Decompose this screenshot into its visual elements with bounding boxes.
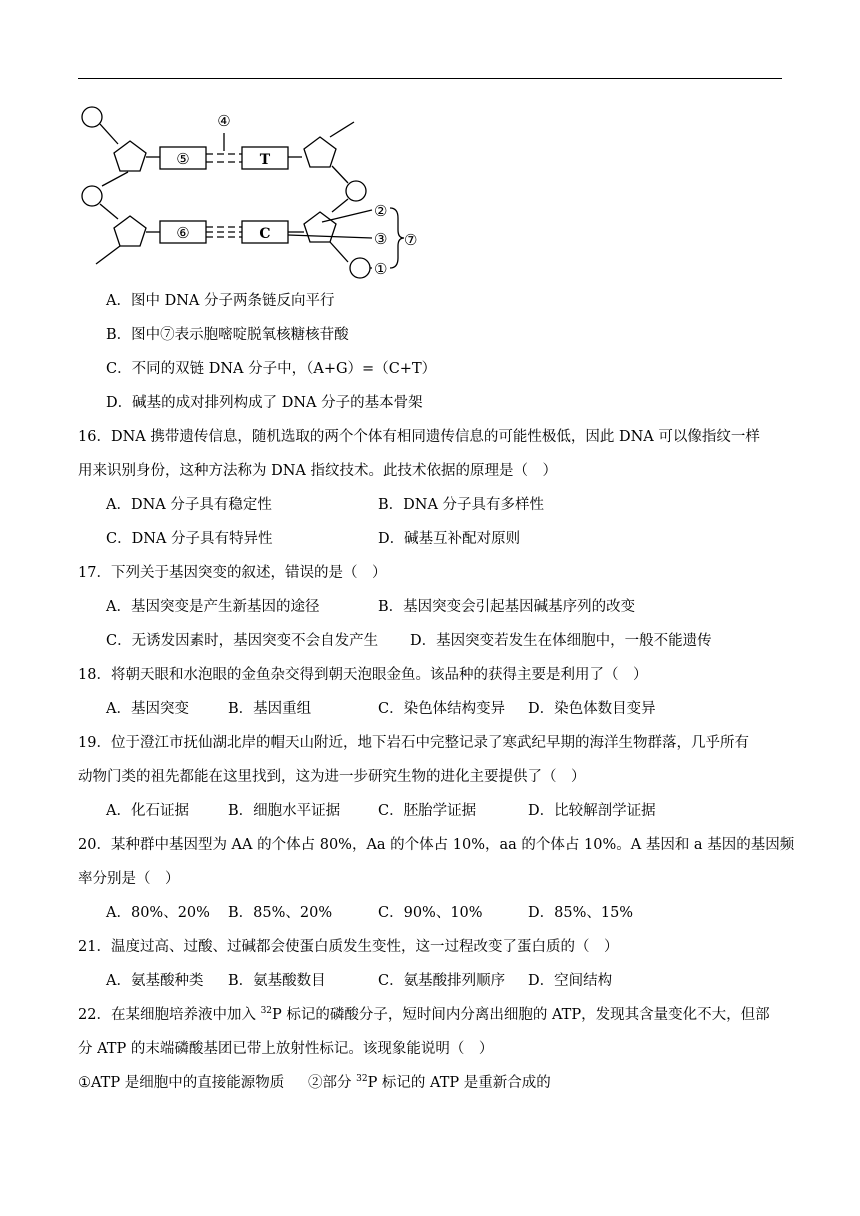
q17-option-b: B．基因突变会引起基因碱基序列的改变 <box>378 599 636 615</box>
q22-stem-line1 <box>78 1005 770 1025</box>
q15-option-a: A．图中 DNA 分子两条链反向平行 <box>106 293 335 309</box>
label-6: ⑥ <box>176 224 190 242</box>
q22-item2-part2: P 标记的 ATP 是重新合成的 <box>367 1075 551 1091</box>
label-5: ⑤ <box>176 150 190 168</box>
q15-option-c: C．不同的双链 DNA 分子中，（A+G）=（C+T） <box>106 361 437 377</box>
phosphate-circle <box>82 107 102 127</box>
phosphate-circle <box>346 181 366 201</box>
q20-option-d: D．85%、15% <box>528 905 634 921</box>
deoxyribose-pentagon <box>114 141 146 171</box>
label-7: ⑦ <box>404 231 418 249</box>
q19-option-b: B．细胞水平证据 <box>228 803 341 819</box>
q22-stem-part2: P 标记的磷酸分子，短时间内分离出细胞的 ATP，发现其含量变化不大，但部 <box>272 1007 770 1023</box>
q22-item2-part1: ②部分 <box>308 1075 357 1091</box>
q19-option-c: C．胚胎学证据 <box>378 803 477 819</box>
q19-stem-line1: 19．位于澄江市抚仙湖北岸的帽天山附近，地下岩石中完整记录了寒武纪早期的海洋生物群落，几乎所有 <box>78 735 749 751</box>
q18-stem: 18．将朝天眼和水泡眼的金鱼杂交得到朝天泡眼金鱼。该品种的获得主要是利用了（ ） <box>78 667 648 683</box>
q16-option-b: B．DNA 分子具有多样性 <box>378 497 545 513</box>
q22-isotope-superscript: 32 <box>260 1006 273 1017</box>
q16-option-d: D．碱基互补配对原则 <box>378 531 521 547</box>
q16-option-a: A．DNA 分子具有稳定性 <box>106 497 272 513</box>
q22-stem-part1: 22．在某细胞培养液中加入 <box>78 1007 261 1023</box>
q21-option-b: B．氨基酸数目 <box>228 973 326 989</box>
q20-option-b: B．85%、20% <box>228 905 333 921</box>
q19-option-d: D．比较解剖学证据 <box>528 803 656 819</box>
q20-stem-line1: 20．某种群中基因型为 AA 的个体占 80%，Aa 的个体占 10%，aa 的个体占 10%。A 基因和 a 基因的基因频 <box>78 837 795 853</box>
q18-option-c: C．染色体结构变异 <box>378 701 506 717</box>
q20-option-a: A．80%、20% <box>106 905 210 921</box>
dna-structure-diagram <box>78 104 438 284</box>
q19-stem-line2: 动物门类的祖先都能在这里找到，这为进一步研究生物的进化主要提供了（ ） <box>78 769 586 785</box>
q21-stem: 21．温度过高、过酸、过碱都会使蛋白质发生变性，这一过程改变了蛋白质的（ ） <box>78 939 619 955</box>
q22-item-2 <box>308 1073 551 1093</box>
label-4: ④ <box>217 112 231 130</box>
q17-stem: 17．下列关于基因突变的叙述，错误的是（ ） <box>78 565 387 581</box>
q15-option-d: D．碱基的成对排列构成了 DNA 分子的基本骨架 <box>106 395 423 411</box>
q17-option-a: A．基因突变是产生新基因的途径 <box>106 599 320 615</box>
q21-option-a: A．氨基酸种类 <box>106 973 204 989</box>
q21-option-c: C．氨基酸排列顺序 <box>378 973 506 989</box>
label-2: ② <box>374 202 388 220</box>
header-rule <box>78 78 782 79</box>
label-1: ① <box>374 260 388 278</box>
deoxyribose-pentagon <box>114 216 146 246</box>
q22-stem-line2: 分 ATP 的末端磷酸基团已带上放射性标记。该现象能说明（ ） <box>78 1041 494 1057</box>
deoxyribose-pentagon <box>304 137 336 167</box>
label-3: ③ <box>374 230 388 248</box>
label-T: T <box>259 152 271 168</box>
q18-option-d: D．染色体数目变异 <box>528 701 656 717</box>
q20-option-c: C．90%、10% <box>378 905 483 921</box>
phosphate-circle <box>82 186 102 206</box>
q22-item-1: ①ATP 是细胞中的直接能源物质 <box>78 1075 285 1091</box>
q18-option-b: B．基因重组 <box>228 701 312 717</box>
q16-option-c: C．DNA 分子具有特异性 <box>106 531 273 547</box>
q18-option-a: A．基因突变 <box>106 701 189 717</box>
label-C: C <box>259 226 271 242</box>
q21-option-d: D．空间结构 <box>528 973 613 989</box>
q16-stem-line2: 用来识别身份，这种方法称为 DNA 指纹技术。此技术依据的原理是（ ） <box>78 463 557 479</box>
phosphate-circle <box>350 258 370 278</box>
q22-item2-superscript: 32 <box>356 1074 368 1085</box>
q19-option-a: A．化石证据 <box>106 803 189 819</box>
deoxyribose-pentagon <box>304 212 336 242</box>
q20-stem-line2: 率分别是（ ） <box>78 871 180 887</box>
q16-stem-line1: 16．DNA 携带遗传信息，随机选取的两个个体有相同遗传信息的可能性极低，因此 DNA 可以像指纹一样 <box>78 429 760 445</box>
q17-option-d: D．基因突变若发生在体细胞中，一般不能遗传 <box>410 633 712 649</box>
q15-option-b: B．图中⑦表示胞嘧啶脱氧核糖核苷酸 <box>106 327 349 343</box>
q17-option-c: C．无诱发因素时，基因突变不会自发产生 <box>106 633 379 649</box>
